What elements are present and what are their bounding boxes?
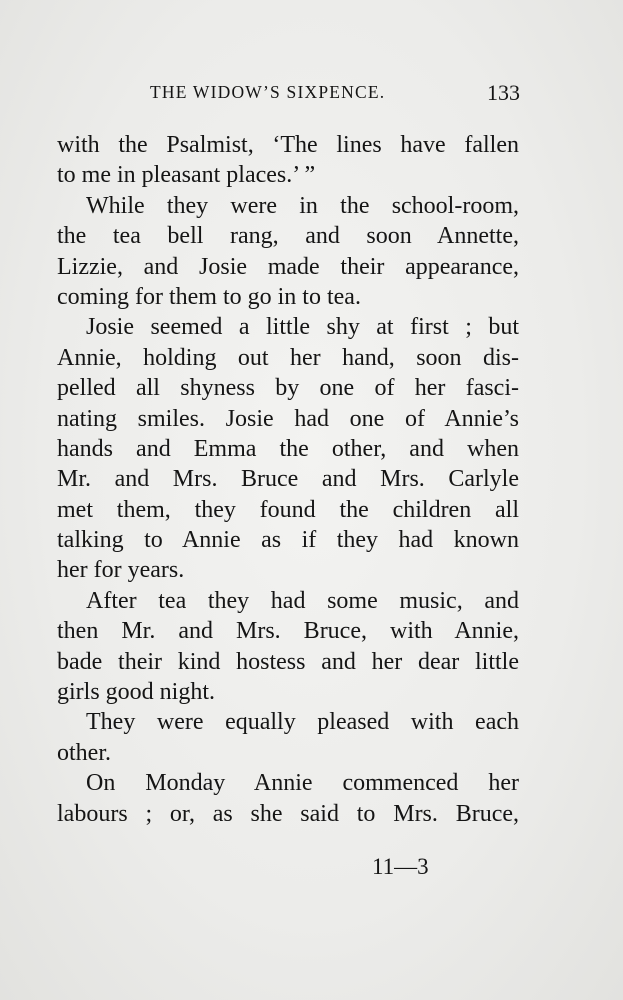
text-line: then Mr. and Mrs. Bruce, with Annie,	[57, 618, 519, 645]
body-text	[57, 130, 519, 829]
text-line: Mr. and Mrs. Bruce and Mrs. Carlyle	[57, 466, 519, 493]
text-line: talking to Annie as if they had known	[57, 527, 519, 554]
text-line: While they were in the school-room,	[86, 192, 519, 219]
text-line: Lizzie, and Josie made their appearance,	[57, 253, 519, 280]
running-title: THE WIDOW’S SIXPENCE.	[150, 82, 386, 102]
text-line: On Monday Annie commenced her	[86, 770, 519, 797]
text-line: hands and Emma the other, and when	[57, 435, 519, 462]
text-line: After tea they had some music, and	[86, 587, 519, 614]
text-line: coming for them to go in to tea.	[57, 283, 361, 310]
text-line: They were equally pleased with each	[86, 709, 519, 736]
text-line: met them, they found the children all	[57, 496, 519, 523]
text-line: bade their kind hostess and her dear little	[57, 648, 519, 675]
text-line: pelled all shyness by one of her fasci-	[57, 375, 519, 402]
text-line: Annie, holding out her hand, soon dis-	[57, 344, 519, 371]
text-line: labours ; or, as she said to Mrs. Bruce,	[57, 800, 519, 827]
running-head	[150, 80, 520, 106]
text-line: her for years.	[57, 557, 185, 584]
text-line: to me in pleasant places.’ ”	[57, 162, 316, 189]
signature-mark: 11—3	[372, 854, 429, 879]
text-line: girls good night.	[57, 679, 216, 706]
text-line: Josie seemed a little shy at first ; but	[86, 314, 519, 341]
text-line: nating smiles. Josie had one of Annie’s	[57, 405, 519, 432]
text-line: with the Psalmist, ‘The lines have fallen	[57, 132, 519, 158]
text-line: the tea bell rang, and soon Annette,	[57, 223, 519, 250]
text-line: other.	[57, 739, 111, 766]
page-number: 133	[487, 80, 520, 105]
